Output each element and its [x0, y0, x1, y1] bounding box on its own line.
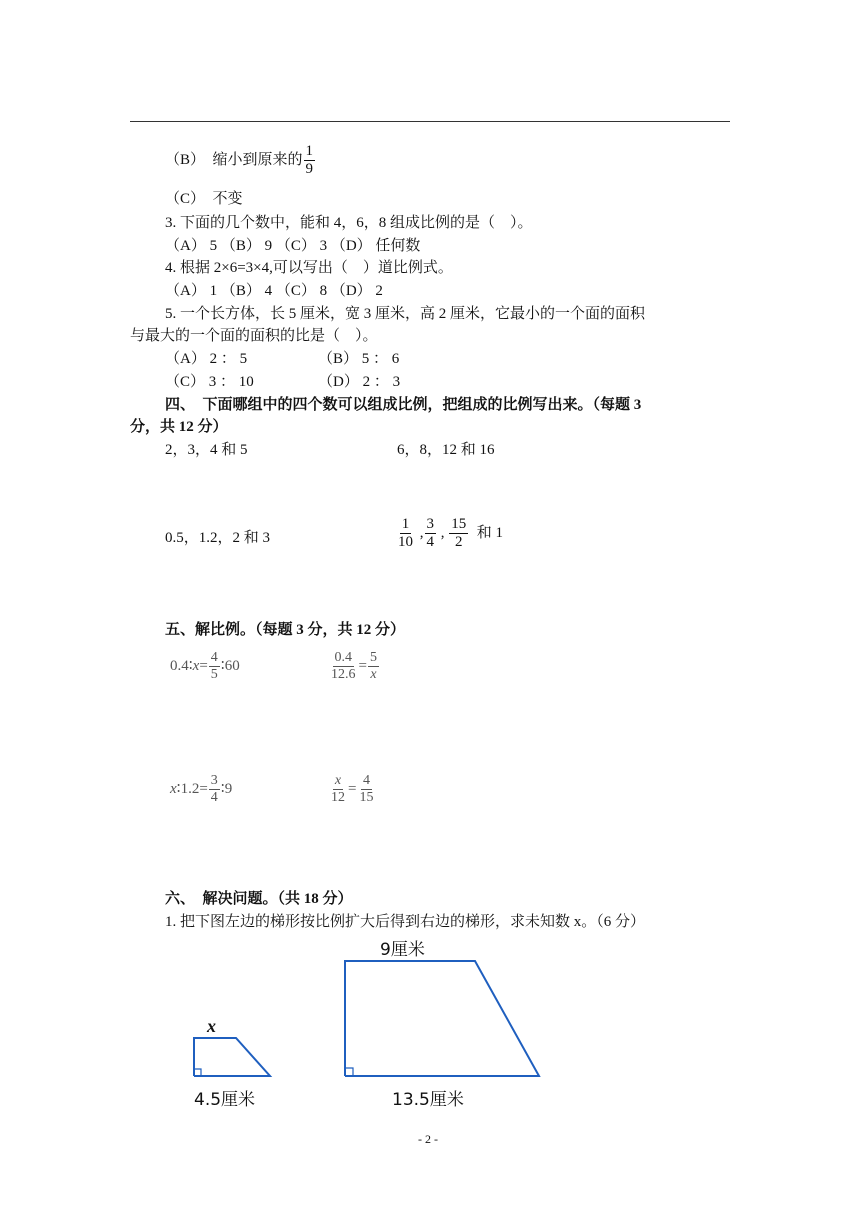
large-bottom-label: 13.5厘米	[392, 1090, 464, 1110]
section-5-heading: 五、解比例。（每题 3 分，共 12 分）	[165, 622, 406, 638]
question-4: 4. 根据 2×6=3×4,可以写出（ ）道比例式。	[165, 260, 453, 276]
large-top-label: 9厘米	[380, 940, 425, 960]
section-4-heading-line2: 分，共 12 分）	[130, 419, 228, 435]
group-3: 0.5，1.2，2 和 3	[165, 530, 271, 546]
q2-option-b: （B） 缩小到原来的 $\frac{1}{9}$	[165, 143, 314, 177]
question-5-option-b: （B） 5 ： 6	[318, 351, 400, 367]
large-trapezoid	[345, 961, 539, 1076]
question-3-options: （A） 5 （B） 9 （C） 3 （D） 任何数	[165, 238, 421, 254]
page-number: - 2 -	[418, 1132, 438, 1146]
small-top-label: x	[207, 1016, 216, 1036]
equation-3: x∶1.2= $\frac{3}{4}$ ∶9	[170, 773, 233, 805]
section-4-heading-line1: 四、 下面哪组中的四个数可以组成比例，把组成的比例写出来。（每题 3	[165, 397, 642, 413]
question-5-option-d: （D） 2 ： 3	[318, 374, 401, 390]
question-4-options: （A） 1 （B） 4 （C） 8 （D） 2	[165, 283, 383, 299]
section-6-heading: 六、 解决问题。（共 18 分）	[165, 891, 353, 907]
equation-1: 0.4∶x= $\frac{4}{5}$ ∶60	[170, 650, 240, 682]
equation-2: $\frac{0.4}{12.6}$ = $\frac{5}{x}$	[331, 650, 377, 682]
question-5-option-a: （A） 2 ： 5	[165, 351, 248, 367]
equation-4: $\frac{x}{12}$ = $\frac{4}{15}$	[331, 773, 374, 805]
question-6-1: 1. 把下图左边的梯形按比例扩大后得到右边的梯形，求未知数 x。（6 分）	[165, 914, 646, 930]
small-bottom-label: 4.5厘米	[194, 1090, 256, 1110]
group-2: 6，8，12 和 16	[397, 442, 495, 458]
q2-option-c: （C） 不变	[165, 191, 243, 207]
question-5-line2: 与最大的一个面的面积的比是（ ）。	[130, 328, 378, 344]
group-1: 2，3，4 和 5	[165, 442, 248, 458]
fraction-one-ninth: $\frac{1}{9}$	[305, 143, 314, 177]
small-trapezoid	[194, 1038, 270, 1076]
question-5-option-c: （C） 3 ： 10	[165, 374, 254, 390]
question-3: 3. 下面的几个数中，能和 4，6，8 组成比例的是（ ）。	[165, 215, 533, 231]
group-4: $\frac{1}{10}$ , $\frac{3}{4}$ , $\frac{15}{2}$ 和 1	[398, 516, 504, 550]
question-5-line1: 5. 一个长方体，长 5 厘米，宽 3 厘米，高 2 厘米，它最小的一个面的面积	[165, 306, 646, 322]
